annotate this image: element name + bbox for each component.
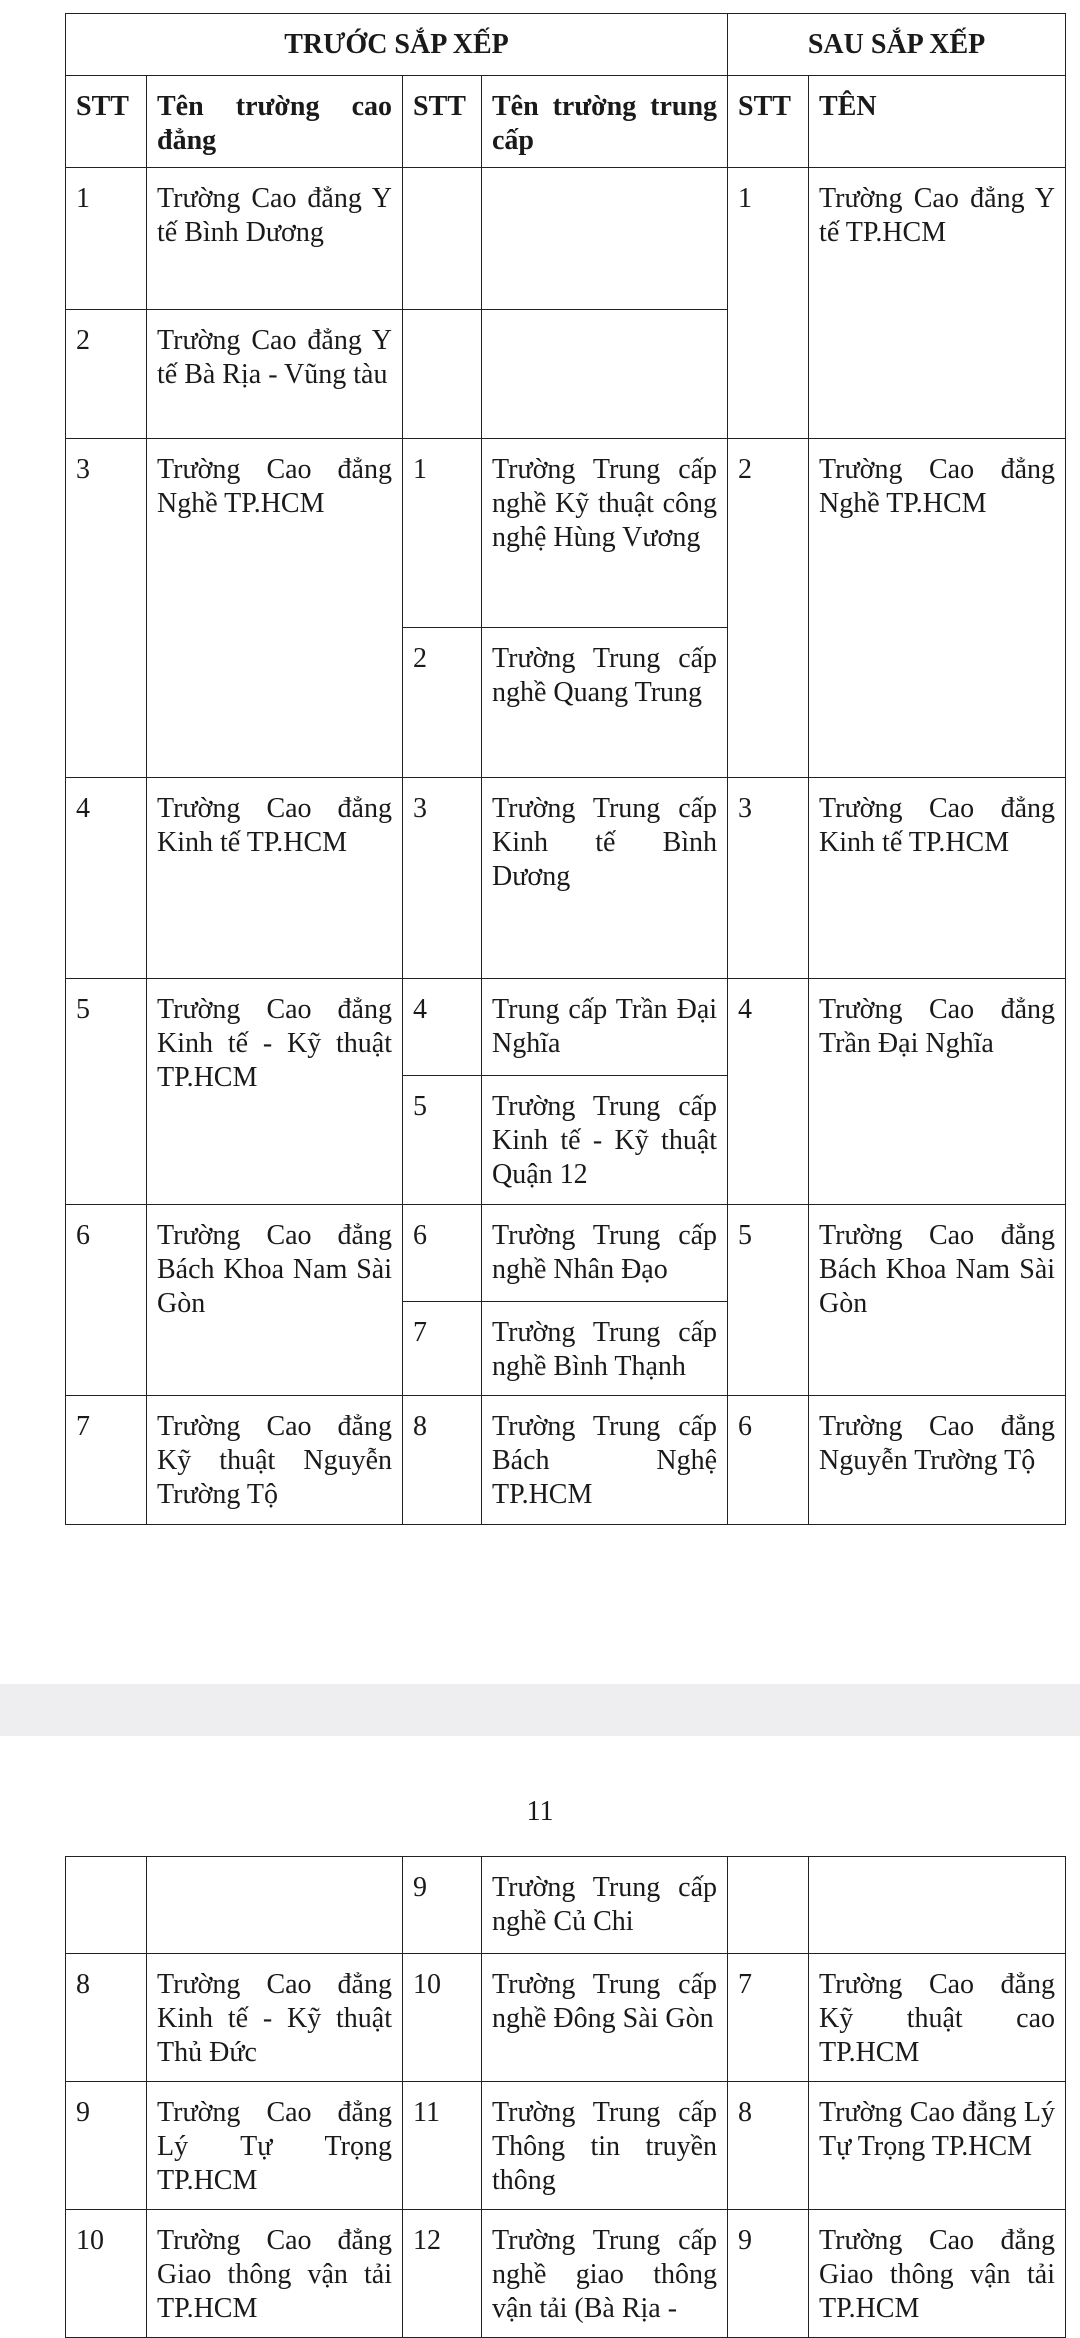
college-name: Trường Cao đẳng Lý Tự Trọng TP.HCM	[147, 2082, 403, 2210]
new-stt: 3	[728, 778, 809, 979]
table-row	[66, 1205, 1066, 1302]
new-name: Trường Cao đẳng Trần Đại Nghĩa	[809, 979, 1066, 1205]
intermediate-name: Trường Trung cấp nghề Kỹ thuật công nghệ Hùng Vương	[482, 439, 728, 628]
reorganization-table-continued	[65, 1856, 1066, 2338]
intermediate-stt: 1	[403, 439, 482, 628]
new-stt	[728, 1857, 809, 1954]
new-name: Trường Cao đẳng Bách Khoa Nam Sài Gòn	[809, 1205, 1066, 1396]
new-stt: 1	[728, 168, 809, 439]
intermediate-name: Trường Trung cấp Kinh tế - Kỹ thuật Quận 12	[482, 1076, 728, 1205]
intermediate-stt: 11	[403, 2082, 482, 2210]
header-stt: STT	[66, 76, 147, 168]
college-name: Trường Cao đẳng Kinh tế - Kỹ thuật TP.HCM	[147, 979, 403, 1205]
header-intermediate-name: Tên trường trung cấp	[482, 76, 728, 168]
header-new-name: TÊN	[809, 76, 1066, 168]
intermediate-stt: 5	[403, 1076, 482, 1205]
college-stt: 4	[66, 778, 147, 979]
intermediate-stt	[403, 310, 482, 439]
table-row	[66, 1396, 1066, 1525]
college-name	[147, 1857, 403, 1954]
table-row	[66, 778, 1066, 979]
new-stt: 9	[728, 2210, 809, 2338]
table-row	[66, 979, 1066, 1076]
header-after: SAU SẮP XẾP	[728, 14, 1066, 76]
new-name: Trường Cao đẳng Kinh tế TP.HCM	[809, 778, 1066, 979]
table-row	[66, 439, 1066, 628]
intermediate-stt: 9	[403, 1857, 482, 1954]
intermediate-stt: 8	[403, 1396, 482, 1525]
new-stt: 5	[728, 1205, 809, 1396]
header-before: TRƯỚC SẮP XẾP	[66, 14, 728, 76]
college-name: Trường Cao đẳng Bách Khoa Nam Sài Gòn	[147, 1205, 403, 1396]
intermediate-name: Trường Trung cấp nghề Bình Thạnh	[482, 1302, 728, 1396]
intermediate-stt: 7	[403, 1302, 482, 1396]
intermediate-name: Trường Trung cấp nghề Nhân Đạo	[482, 1205, 728, 1302]
intermediate-name	[482, 168, 728, 310]
intermediate-name: Trường Trung cấp Thông tin truyền thông	[482, 2082, 728, 2210]
college-name: Trường Cao đẳng Y tế Bình Dương	[147, 168, 403, 310]
intermediate-name: Trường Trung cấp Kinh tế Bình Dương	[482, 778, 728, 979]
table-row	[66, 1857, 1066, 1954]
new-stt: 8	[728, 2082, 809, 2210]
college-name: Trường Cao đẳng Y tế Bà Rịa - Vũng tàu	[147, 310, 403, 439]
intermediate-stt	[403, 168, 482, 310]
college-name: Trường Cao đẳng Kinh tế - Kỹ thuật Thủ Đức	[147, 1954, 403, 2082]
college-stt: 9	[66, 2082, 147, 2210]
intermediate-name: Trường Trung cấp nghề Củ Chi	[482, 1857, 728, 1954]
header-college-name: Tên trường cao đẳng	[147, 76, 403, 168]
college-stt: 6	[66, 1205, 147, 1396]
intermediate-stt: 4	[403, 979, 482, 1076]
college-stt: 1	[66, 168, 147, 310]
table-row	[66, 1954, 1066, 2082]
new-name: Trường Cao đẳng Lý Tự Trọng TP.HCM	[809, 2082, 1066, 2210]
college-stt: 8	[66, 1954, 147, 2082]
intermediate-stt: 10	[403, 1954, 482, 2082]
college-stt: 5	[66, 979, 147, 1205]
table-row	[66, 168, 1066, 310]
new-stt: 4	[728, 979, 809, 1205]
intermediate-name	[482, 310, 728, 439]
intermediate-name: Trường Trung cấp nghề Quang Trung	[482, 628, 728, 778]
new-stt: 2	[728, 439, 809, 778]
table-row	[66, 2082, 1066, 2210]
college-stt: 7	[66, 1396, 147, 1525]
college-name: Trường Cao đẳng Nghề TP.HCM	[147, 439, 403, 778]
new-name: Trường Cao đẳng Kỹ thuật cao TP.HCM	[809, 1954, 1066, 2082]
new-name: Trường Cao đẳng Nguyễn Trường Tộ	[809, 1396, 1066, 1525]
intermediate-name: Trung cấp Trần Đại Nghĩa	[482, 979, 728, 1076]
intermediate-stt: 3	[403, 778, 482, 979]
table-row	[66, 2210, 1066, 2338]
college-stt: 3	[66, 439, 147, 778]
intermediate-name: Trường Trung cấp nghề Đông Sài Gòn	[482, 1954, 728, 2082]
new-name	[809, 1857, 1066, 1954]
college-stt: 2	[66, 310, 147, 439]
intermediate-stt: 2	[403, 628, 482, 778]
header-stt: STT	[403, 76, 482, 168]
page-number: 11	[526, 1796, 554, 1827]
college-stt	[66, 1857, 147, 1954]
intermediate-name: Trường Trung cấp Bách Nghệ TP.HCM	[482, 1396, 728, 1525]
page-separator	[0, 1684, 1080, 1736]
new-stt: 7	[728, 1954, 809, 2082]
college-name: Trường Cao đẳng Kinh tế TP.HCM	[147, 778, 403, 979]
college-name: Trường Cao đẳng Kỹ thuật Nguyễn Trường Tộ	[147, 1396, 403, 1525]
header-stt: STT	[728, 76, 809, 168]
intermediate-stt: 12	[403, 2210, 482, 2338]
new-name: Trường Cao đẳng Giao thông vận tải TP.HCM	[809, 2210, 1066, 2338]
college-name: Trường Cao đẳng Giao thông vận tải TP.HCM	[147, 2210, 403, 2338]
intermediate-stt: 6	[403, 1205, 482, 1302]
reorganization-table	[65, 13, 1066, 1525]
intermediate-name: Trường Trung cấp nghề giao thông vận tải (Bà Rịa -	[482, 2210, 728, 2338]
new-name: Trường Cao đẳng Nghề TP.HCM	[809, 439, 1066, 778]
new-stt: 6	[728, 1396, 809, 1525]
new-name: Trường Cao đẳng Y tế TP.HCM	[809, 168, 1066, 439]
college-stt: 10	[66, 2210, 147, 2338]
